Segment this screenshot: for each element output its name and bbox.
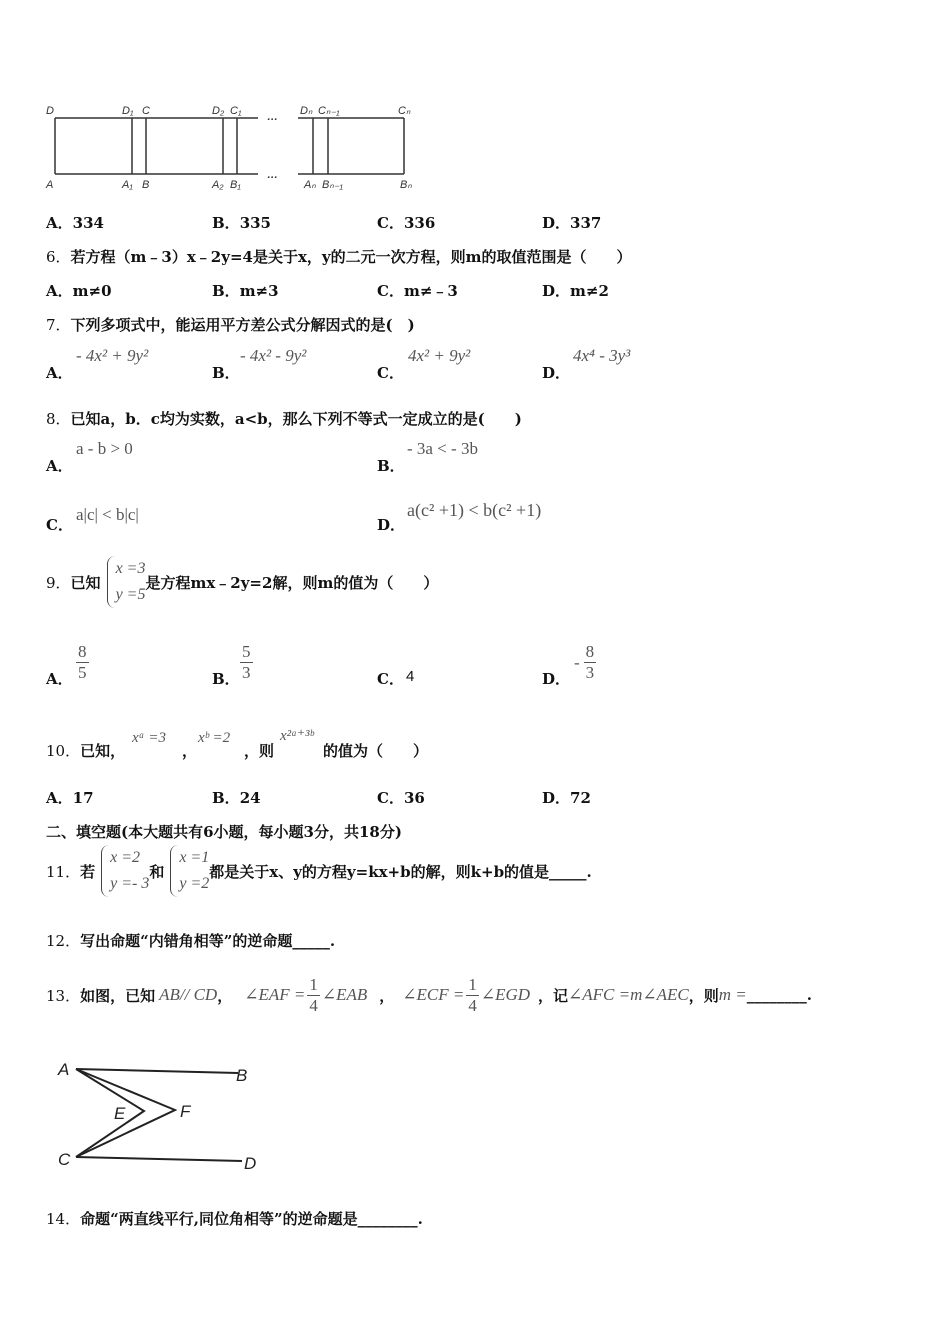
q5-option-c[interactable]: C．336 [377,214,436,232]
label-Cn: Cₙ [398,105,411,117]
q9-option-d-letter[interactable]: D． [542,670,571,688]
label-E: E [114,1104,126,1123]
q10-mid: ，则 [244,742,275,760]
q10-option-d[interactable]: D．72 [542,789,591,807]
label-A: A [58,1060,70,1079]
q10-option-b[interactable]: B．24 [212,789,261,807]
label-C: C [142,105,150,117]
q9-question: 9． 已知 x =3 y =5 是方程mx﹣2y=2解，则m的值为（ ） [46,556,438,608]
label-B1: B₁ [230,179,241,191]
q8-option-c[interactable]: a|c| < b|c| [76,505,139,524]
q7-option-a[interactable]: - 4x² + 9y² [76,346,149,365]
q10-option-c[interactable]: C．36 [377,789,425,807]
q13-question: 13． 如图，已知 AB// CD ， ∠EAF = $\frac{1}{4}$ ∠EAB ， ∠ECF = $\frac{1}{4}$ ∠EGD ，记 ∠AFC =m∠AEC ，则 m = ________ . [46,974,812,1015]
q9-option-b[interactable]: $\frac{5}{3}$ [242,642,251,682]
q7-option-d[interactable]: 4x⁴ - 3y³ [573,346,631,365]
q8-option-b-letter[interactable]: B． [377,457,405,475]
q10-expression: x²ᵃ⁺³ᵇ [280,728,314,744]
ellipsis-top: … [267,111,278,123]
q9-option-c-letter[interactable]: C． [377,670,404,688]
q12-question: 12．写出命题“内错角相等”的逆命题_____. [46,932,336,950]
q11-question: 11． 若 x =2 y =- 3 和 x =1 y =2 都是关于x、y的方程y=kx+b的解，则k+b的值是_____. [46,842,592,900]
q7-option-a-letter[interactable]: A． [46,364,73,382]
label-C1: C₁ [230,105,242,117]
ellipsis-bottom: … [267,169,278,181]
label-A: A [46,179,54,191]
label-A1: A₁ [122,179,133,191]
label-Bn-1: Bₙ₋₁ [322,179,343,191]
q7-option-d-letter[interactable]: D． [542,364,571,382]
q8-option-b[interactable]: - 3a < - 3b [407,439,478,458]
label-B: B [236,1066,248,1085]
q13-fraction-2: $\frac{1}{4}$ [468,974,477,1015]
q6-option-a[interactable]: A．m≠0 [46,282,112,300]
q6-option-c[interactable]: C．m≠﹣3 [377,282,458,300]
q8-question: 8．已知a，b．c均为实数，a<b，那么下列不等式一定成立的是( ) [46,410,522,428]
q10-option-a[interactable]: A．17 [46,789,94,807]
q11-system-a: x =2 y =- 3 [101,845,149,897]
q8-option-d-letter[interactable]: D． [377,516,406,534]
label-D2: D₂ [212,105,225,117]
q14-question: 14．命题“两直线平行,同位角相等”的逆命题是________. [46,1210,423,1228]
label-D: D [244,1154,257,1173]
q10-question: 10．已知， [46,742,126,760]
label-B: B [142,179,150,191]
label-C: C [58,1150,71,1169]
q6-option-b[interactable]: B．m≠3 [212,282,279,300]
q11-system-b: x =1 y =2 [170,845,209,897]
q10-comma: ， [182,742,198,760]
q10-condition-a: xᵃ =3 [132,730,167,746]
q5-option-b[interactable]: B．335 [212,214,271,232]
label-Bn: Bₙ [400,179,412,191]
q7-option-c-letter[interactable]: C． [377,364,404,382]
q5-option-d[interactable]: D．337 [542,214,602,232]
q9-equation-system: x =3 y =5 [107,556,146,608]
q9-option-d[interactable]: - $\frac{8}{3}$ [574,642,595,682]
label-D: D [46,105,54,117]
q6-question: 6．若方程（m﹣3）x﹣2y=4是关于x，y的二元一次方程，则m的取值范围是（ ） [46,248,632,266]
angle-figure [50,1055,270,1180]
q5-option-a[interactable]: A．334 [46,214,104,232]
rectangles-figure [40,96,430,196]
q7-question: 7．下列多项式中，能运用平方差公式分解因式的是( ) [46,316,415,334]
q10-suffix: 的值为（ ） [323,742,429,760]
q9-option-a[interactable]: $\frac{8}{5}$ [78,642,87,682]
q9-option-a-letter[interactable]: A． [46,670,73,688]
q7-option-b-letter[interactable]: B． [212,364,240,382]
q9-option-b-letter[interactable]: B． [212,670,240,688]
q6-option-d[interactable]: D．m≠2 [542,282,609,300]
q8-option-c-letter[interactable]: C． [46,516,73,534]
section-title: 二、填空题(本大题共有6小题，每小题3分，共18分) [46,823,402,841]
q9-option-c[interactable]: 4 [406,668,415,685]
q8-option-a-letter[interactable]: A． [46,457,73,475]
label-D1: D₁ [122,105,134,117]
q10-condition-b: xᵇ =2 [198,730,231,746]
label-An: Aₙ [304,179,316,191]
q13-answer-blank[interactable]: ________ [746,986,807,1004]
q8-option-d[interactable]: a(c² +1) < b(c² +1) [407,500,542,520]
label-F: F [180,1102,191,1121]
q7-option-b[interactable]: - 4x² - 9y² [240,346,307,365]
label-Dn: Dₙ [300,105,313,117]
q13-parallel-condition: AB// CD [159,985,218,1004]
label-Cn-1: Cₙ₋₁ [318,105,340,117]
label-A2: A₂ [212,179,224,191]
q13-fraction-1: $\frac{1}{4}$ [309,974,318,1015]
q7-option-c[interactable]: 4x² + 9y² [408,346,471,365]
q8-option-a[interactable]: a - b > 0 [76,439,133,458]
